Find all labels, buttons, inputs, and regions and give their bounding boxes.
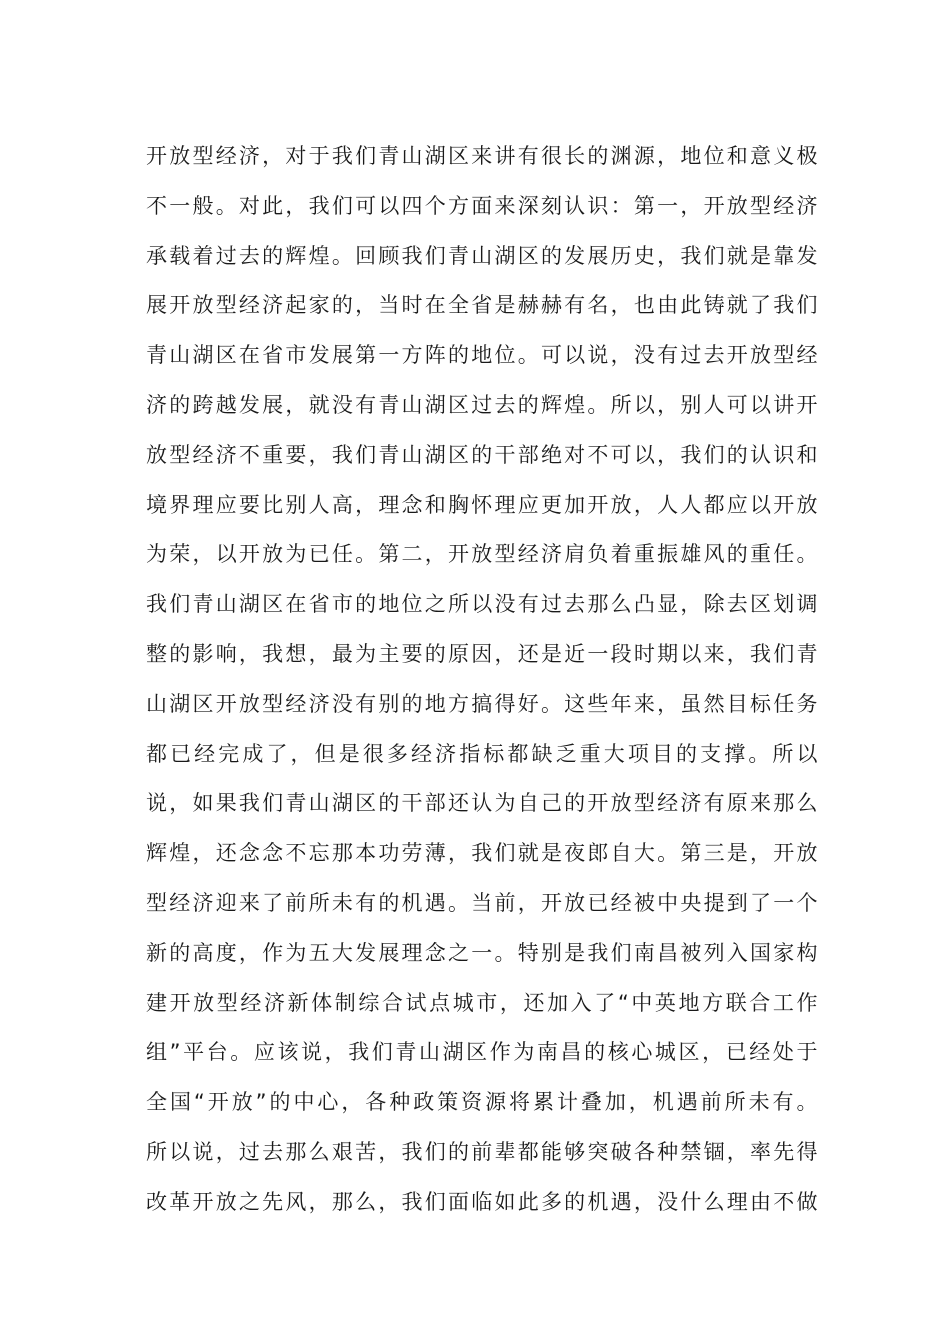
text-line: 为荣，以开放为已任。第二，开放型经济肩负着重振雄风的重任。: [146, 542, 818, 567]
text-line: 所以说，过去那么艰苦，我们的前辈都能够突破各种禁锢，率先得: [146, 1139, 818, 1164]
text-line: 都已经完成了，但是很多经济指标都缺乏重大项目的支撑。所以: [146, 741, 818, 766]
text-line: 型经济迎来了前所未有的机遇。当前，开放已经被中央提到了一个: [146, 890, 818, 915]
text-line: 山湖区开放型经济没有别的地方搞得好。这些年来，虽然目标任务: [146, 691, 818, 716]
body-text: [146, 132, 818, 1228]
text-line: 不一般。对此，我们可以四个方面来深刻认识：第一，开放型经济: [146, 193, 818, 218]
text-line: 说，如果我们青山湖区的干部还认为自己的开放型经济有原来那么: [146, 791, 818, 816]
text-line: 辉煌，还念念不忘那本功劳薄，我们就是夜郎自大。第三是，开放: [146, 841, 818, 866]
text-line: 开放型经济，对于我们青山湖区来讲有很长的渊源，地位和意义极: [146, 144, 818, 168]
text-line: 新的高度，作为五大发展理念之一。特别是我们南昌被列入国家构: [146, 940, 818, 965]
text-line: 境界理应要比别人高，理念和胸怀理应更加开放，人人都应以开放: [146, 492, 818, 517]
text-line: 济的跨越发展，就没有青山湖区过去的辉煌。所以，别人可以讲开: [146, 392, 818, 417]
text-line: 承载着过去的辉煌。回顾我们青山湖区的发展历史，我们就是靠发: [146, 243, 818, 268]
text-line: 整的影响，我想，最为主要的原因，还是近一段时期以来，我们青: [146, 641, 818, 666]
text-line: 建开放型经济新体制综合试点城市，还加入了“中英地方联合工作: [146, 990, 818, 1015]
text-line: 青山湖区在省市发展第一方阵的地位。可以说，没有过去开放型经: [146, 343, 818, 368]
text-line: 组”平台。应该说，我们青山湖区作为南昌的核心城区，已经处于: [146, 1040, 818, 1065]
text-line: 改革开放之先风，那么，我们面临如此多的机遇，没什么理由不做: [146, 1189, 818, 1214]
text-line: 全国“开放”的中心，各种政策资源将累计叠加，机遇前所未有。: [146, 1090, 818, 1115]
text-line: 展开放型经济起家的，当时在全省是赫赫有名，也由此铸就了我们: [146, 293, 818, 318]
text-line: 放型经济不重要，我们青山湖区的干部绝对不可以，我们的认识和: [146, 442, 818, 467]
text-line: 我们青山湖区在省市的地位之所以没有过去那么凸显，除去区划调: [146, 592, 818, 617]
